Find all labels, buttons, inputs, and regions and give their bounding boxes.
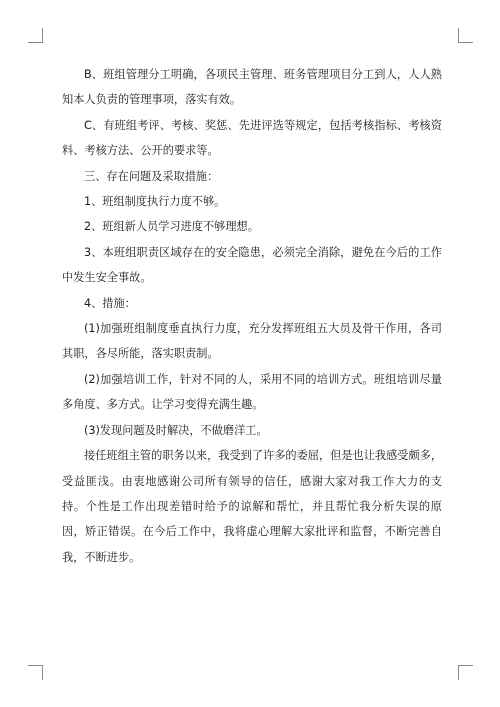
paragraph: B、班组管理分工明确，各项民主管理、班务管理项目分工到人，人人熟知本人负责的管理事项，落实有效。	[62, 68, 442, 107]
paragraph: 接任班组主管的职务以来，我受到了许多的委屈，但是也让我感受颇多，受益匪浅。由衷地感谢公司所有领导的信任，感谢大家对我工作大力的支持。个性是工作出现差错时给予的谅解和帮忙，并且帮忙我分析失误的原因，矫正错误。在今后工作中，我将虚心理解大家批评和监督，不断完善自我，不断进步。	[62, 449, 443, 564]
crop-mark-top-right	[458, 28, 473, 43]
crop-mark-bottom-right	[458, 665, 473, 680]
list-item: 4、措施：	[84, 296, 136, 310]
document-body	[62, 62, 442, 570]
list-item: 2、班组新人员学习进度不够理想。	[84, 220, 259, 234]
list-item: 1、班组制度执行力度不够。	[84, 195, 226, 209]
crop-mark-bottom-left	[28, 665, 43, 680]
sub-item: (2)加强培训工作，针对不同的人，采用不同的培训方式。班组培训尽量多角度、多方式。让学习变得充满生趣。	[62, 372, 442, 412]
crop-mark-top-left	[28, 28, 43, 43]
sub-item: (1)加强班组制度垂直执行力度，充分发挥班组五大员及骨干作用，各司其职，各尽所能，落实职责制。	[62, 322, 442, 361]
paragraph: C、有班组考评、考核、奖惩、先进评选等规定，包括考核指标、考核资料、考核方法、公开的要求等。	[62, 118, 442, 158]
list-item: 3、本班组职责区域存在的安全隐患，必须完全消除，避免在今后的工作中发生安全事故。	[62, 245, 442, 285]
sub-item: (3)发现问题及时解决，不做磨洋工。	[84, 423, 268, 437]
section-heading: 三、存在问题及采取措施：	[84, 169, 219, 183]
